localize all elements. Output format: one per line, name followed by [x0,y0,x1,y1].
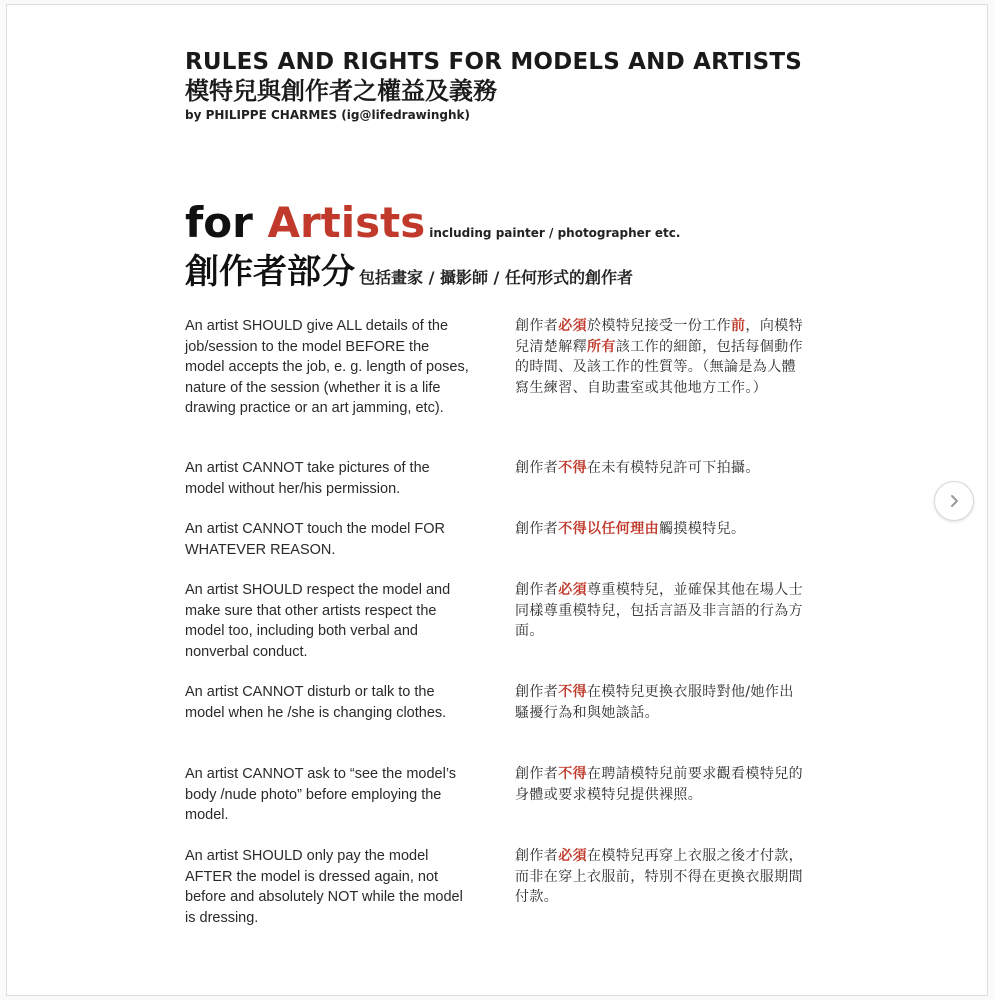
rule-keyword: 不得 [558,460,588,476]
chevron-right-icon [946,493,962,509]
rule-text: ，向模特兒清楚解釋 [515,318,804,355]
rule-chinese [515,846,805,930]
section-subtitle-chinese: 包括畫家 / 攝影師 / 任何形式的創作者 [359,268,633,287]
rule-text: 在模特兒再穿上衣服之後才付款，而非在穿上衣服前，特別不得在更換衣服期間付款。 [515,848,804,906]
rule-chinese [515,519,805,580]
rule-item [185,519,805,580]
rule-text: 尊重模特兒，並確保其他在場人士同樣尊重模特兒，包括言語及非言語的行為方面。 [515,582,804,640]
rule-keyword: 不得以任何理由 [558,521,660,537]
rule-chinese [515,458,805,519]
rule-keyword: 所有 [587,338,616,355]
document-page [185,48,805,926]
rule-text: 創作者 [515,766,559,782]
rule-text: 該工作的細節，包括每個動作的時間、及該工作的性質等。（無論是為人體寫生練習、自助畫室或其他地方工作。） [515,338,804,396]
rules-list [185,316,805,930]
rule-keyword: 前 [731,318,746,334]
rule-english: An artist SHOULD respect the model and make sure that other artists respect the model too, including both verbal and nonverbal conduct. [185,582,451,660]
rule-keyword: 必須 [558,318,588,334]
next-slide-button[interactable] [934,481,974,521]
section-subtitle: including painter / photographer etc. [429,226,681,240]
rule-text: 創作者 [515,848,559,864]
rule-keyword: 不得 [558,684,588,700]
rule-text: 觸摸模特兒。 [659,521,746,537]
rule-chinese [515,580,805,682]
rule-item [185,764,805,846]
section-prefix: for [185,198,268,247]
rule-text: 在未有模特兒許可下拍攝。 [587,460,760,476]
rule-text: 創作者 [515,521,559,537]
author-byline: by PHILIPPE CHARMES (ig@lifedrawinghk) [185,108,471,122]
rule-text: 創作者 [515,460,559,476]
rule-item [185,846,805,930]
rule-item [185,682,805,764]
rule-english: An artist CANNOT touch the model FOR WHATEVER REASON. [185,521,446,558]
rule-chinese [515,764,805,846]
rule-item [185,316,805,458]
rule-english: An artist SHOULD give ALL details of the job/session to the model BEFORE the model accepts the job, e. g. length of poses, nature of the session (whether it is a life drawing practice or an art jamming, etc). [185,318,469,417]
rule-keyword: 不得 [558,766,588,782]
rule-text: 創作者 [515,582,559,598]
rule-chinese [515,682,805,764]
rule-english: An artist SHOULD only pay the model AFTER the model is dressed again, not before and absolutely NOT while the model is dressing. [185,848,463,926]
rule-text: 創作者 [515,318,559,334]
section-title: Artists [267,198,426,247]
rule-english: An artist CANNOT disturb or talk to the model when he /she is changing clothes. [185,684,447,721]
document-title-chinese: 模特兒與創作者之權益及義務 [185,77,497,105]
rule-text: 創作者 [515,684,559,700]
section-heading [185,198,680,247]
document-title: RULES AND RIGHTS FOR MODELS AND ARTISTS [185,49,803,75]
section-title-chinese: 創作者部分 [185,252,355,292]
rule-keyword: 必須 [558,848,588,864]
section-heading-chinese [185,244,633,293]
rule-keyword: 必須 [558,582,588,598]
rule-text: 於模特兒接受一份工作 [587,318,732,334]
rule-english: An artist CANNOT take pictures of the model without her/his permission. [185,460,430,497]
rule-english: An artist CANNOT ask to “see the model’s body /nude photo” before employing the model. [185,766,457,824]
rule-item [185,580,805,682]
rule-chinese [515,316,805,458]
rule-text: 在聘請模特兒前要求觀看模特兒的身體或要求模特兒提供裸照。 [515,766,804,803]
rule-item [185,458,805,519]
rule-text: 在模特兒更換衣服時對他/她作出騷擾行為和與她談話。 [515,684,794,721]
